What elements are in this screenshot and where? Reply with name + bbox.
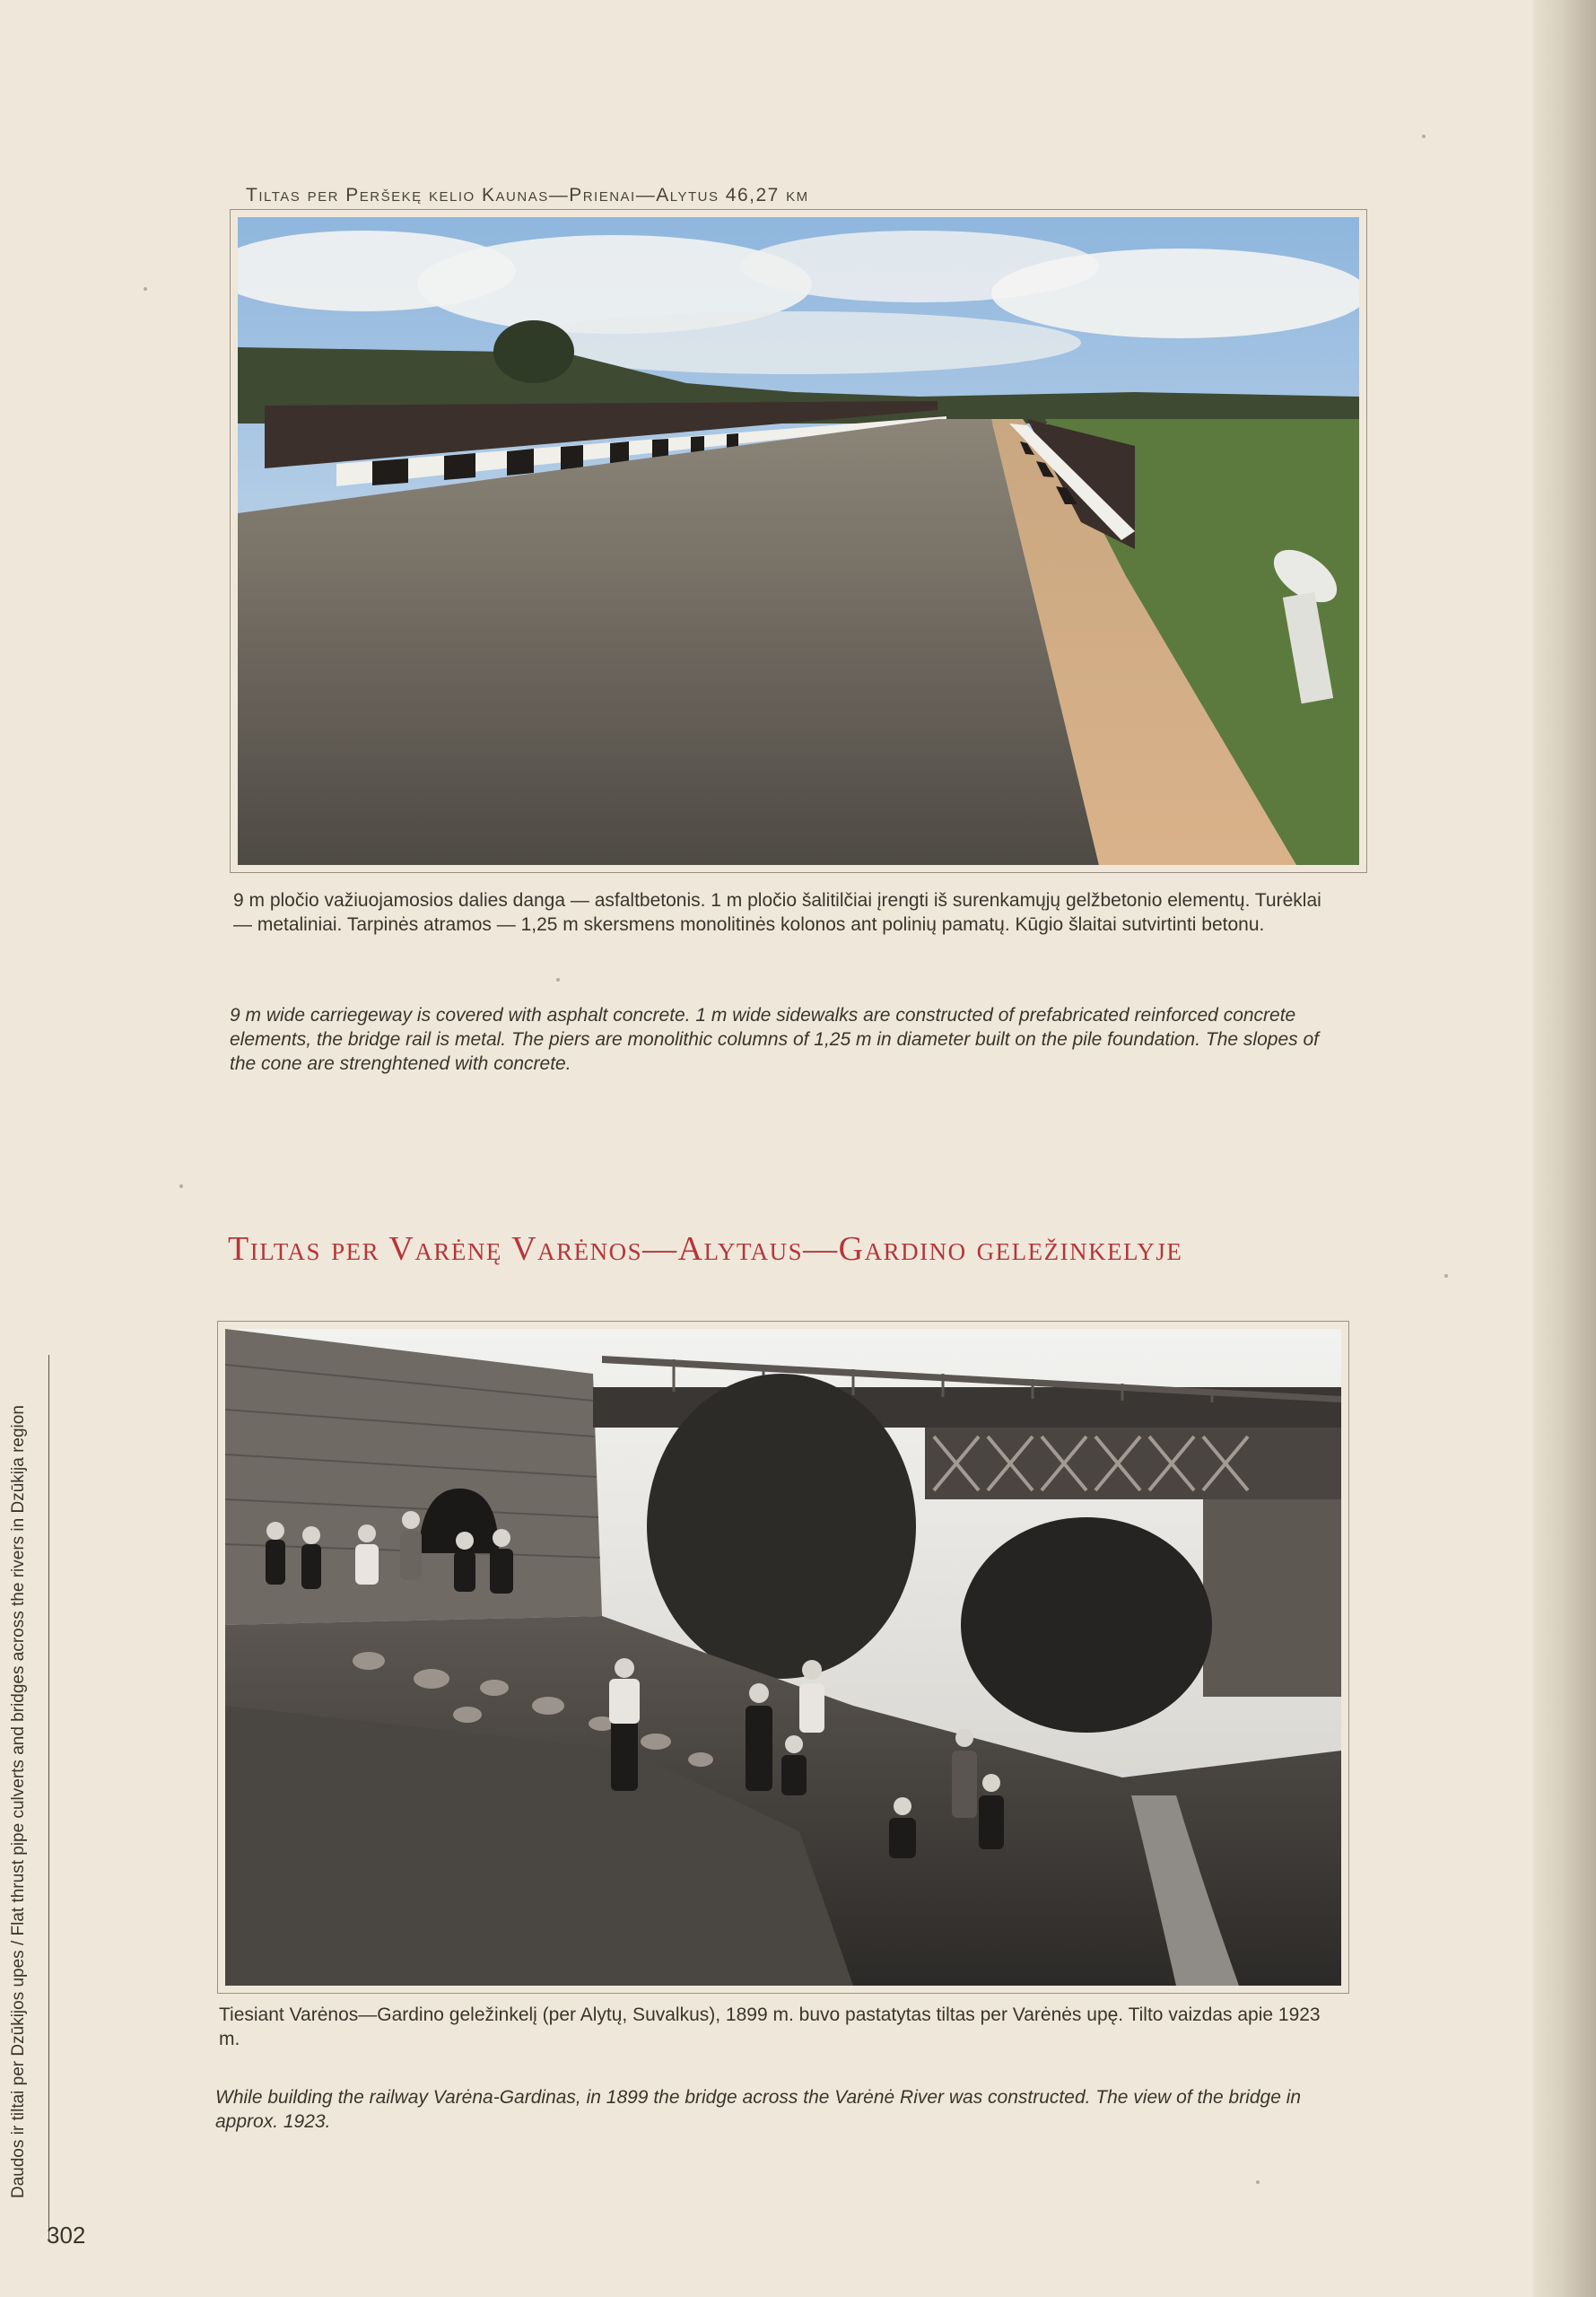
page-edge-shadow (1533, 0, 1596, 2297)
paper-speck (144, 287, 147, 291)
paper-speck (179, 1184, 183, 1188)
photo2-description-en: While building the railway Varėna-Gardinas, in 1899 the bridge across the Varėnė River was constructed. The view of the bridge in approx. 1923. (215, 2087, 1302, 2132)
page-number: 302 (47, 2222, 86, 2249)
photo-railway-bridge (217, 1321, 1349, 1994)
paper-speck (556, 978, 560, 982)
photo1-title: Tiltas per Peršekę kelio Kaunas—Prienai—Alytus 46,27 km (246, 185, 809, 205)
paper-speck (1256, 2180, 1260, 2184)
photo2-description-lt: Tiesiant Varėnos—Gardino geležinkelį (per Alytų, Suvalkus), 1899 m. buvo pastatytas tiltas per Varėnės upę. Tilto vaizdas apie 1923 m. (219, 2004, 1321, 2049)
photo1-description-lt: 9 m pločio važiuojamosios dalies danga — asfaltbetonis. 1 m pločio šalitilčiai įrengti iš surenkamųjų gelžbetonio elementų. Turėklai — metaliniai. Tarpinės atramos — 1,25 m skersmens monolitinės kolonos ant polinių pamatų. Kūgio šlaitai sutvirtinti betonu. (233, 890, 1321, 935)
road-bridge-illustration (238, 217, 1359, 865)
paper-speck (1444, 1274, 1448, 1278)
section-title: Tiltas per Varėnę Varėnos—Alytaus—Gardino geležinkelyje (228, 1230, 1183, 1268)
railway-bridge-illustration (225, 1329, 1341, 1986)
side-divider (48, 1355, 49, 2239)
photo1-description-en: 9 m wide carriegeway is covered with asphalt concrete. 1 m wide sidewalks are constructed of prefabricated reinforced concrete elements, the bridge rail is metal. The piers are monolithic columns of 1,25 m in diameter built on the pile foundation. The slopes of the cone are strenghtened with concrete. (230, 1005, 1319, 1074)
photo-bridge-road (230, 209, 1367, 873)
running-head: Daudos ir tiltai per Dzūkijos upes / Flat thrust pipe culverts and bridges across the rivers in Dzūkija region (9, 1405, 28, 2198)
paper-speck (1422, 135, 1426, 138)
